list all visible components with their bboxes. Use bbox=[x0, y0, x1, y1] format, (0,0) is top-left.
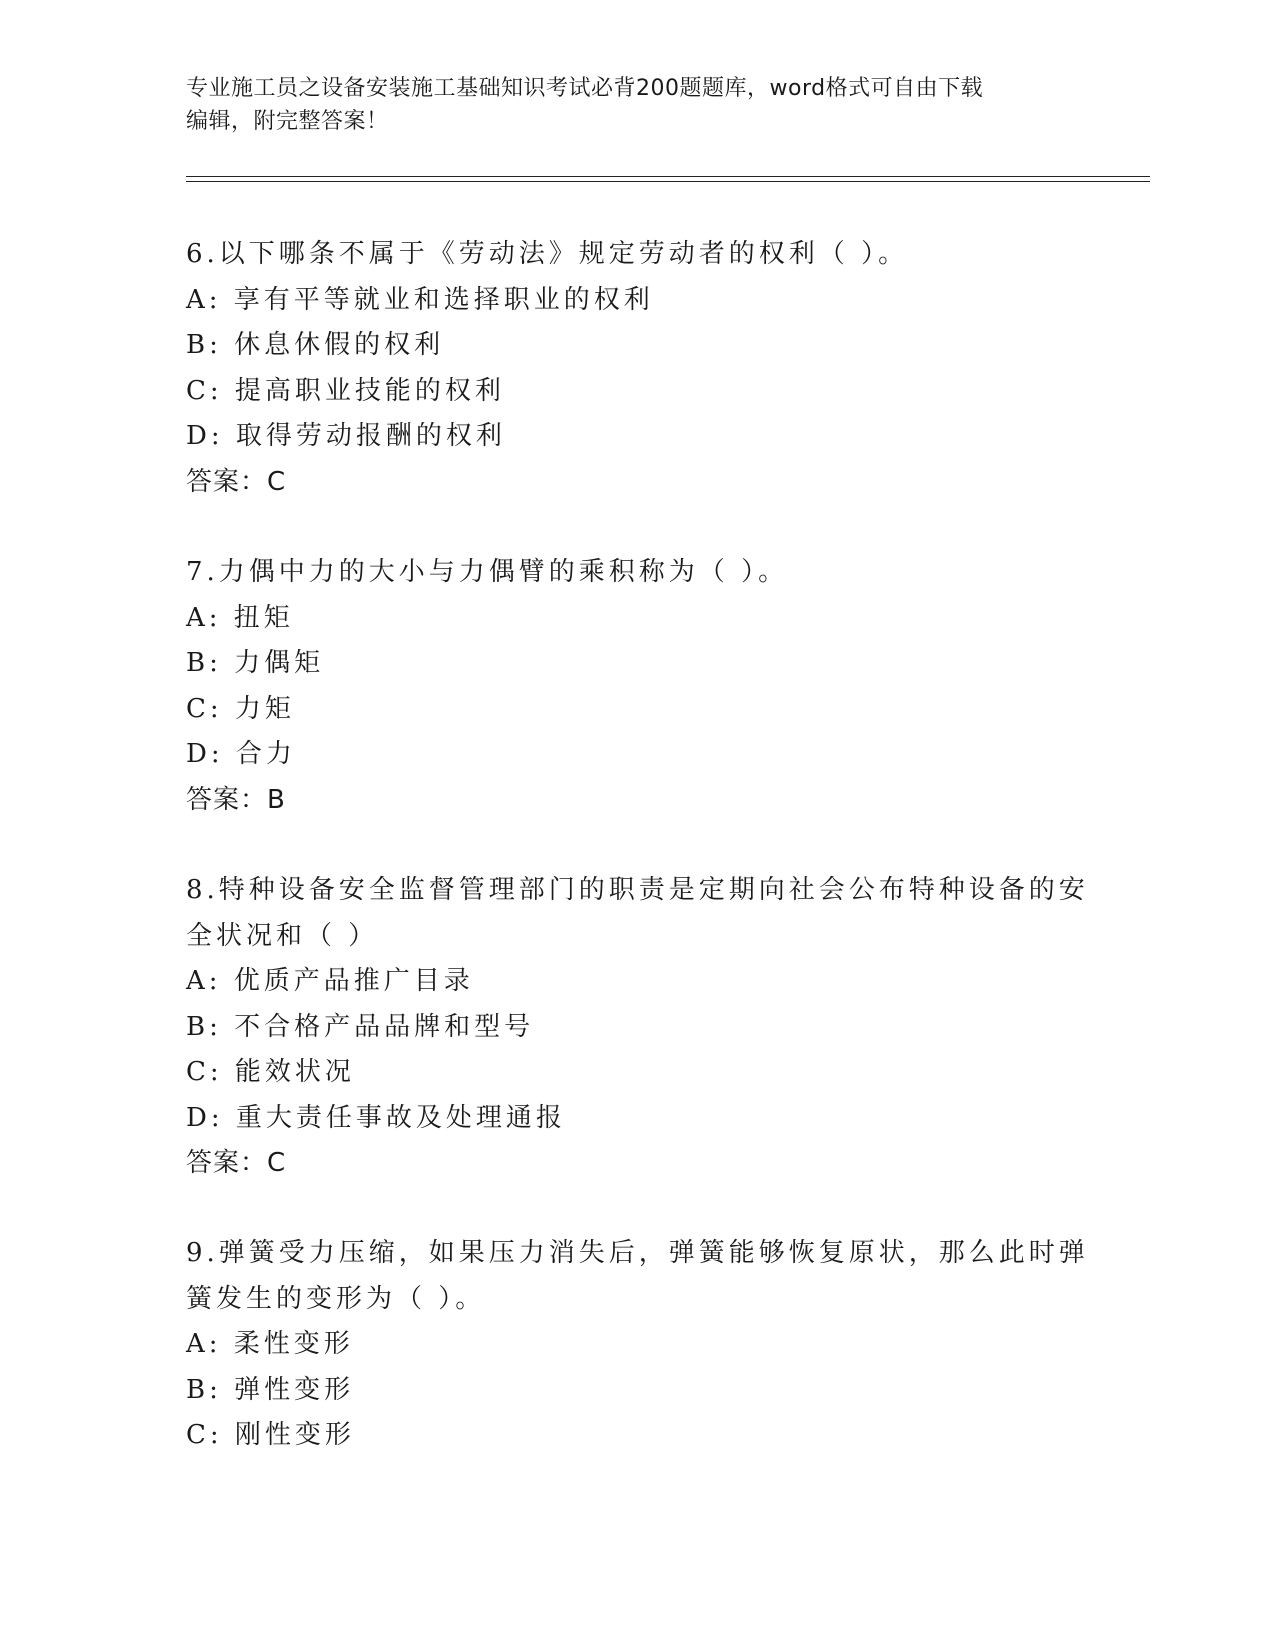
option-d: D: 重大责任事故及处理通报 bbox=[186, 1102, 566, 1133]
answer-label: 答案：C bbox=[186, 466, 287, 497]
option-c: C: 力矩 bbox=[186, 693, 295, 724]
answer-label: 答案：B bbox=[186, 784, 286, 815]
option-a: A: 享有平等就业和选择职业的权利 bbox=[186, 284, 654, 315]
question-9 bbox=[186, 1231, 1089, 1459]
option-d: D: 取得劳动报酬的权利 bbox=[186, 421, 506, 451]
option-b: B: 不合格产品品牌和型号 bbox=[186, 1011, 535, 1042]
header-title-line-2: 编辑，附完整答案！ bbox=[186, 109, 389, 134]
option-b: B: 弹性变形 bbox=[186, 1374, 355, 1405]
question-stem: 7.力偶中力的大小与力偶臂的乘积称为（ ）。 bbox=[186, 557, 789, 587]
document-header bbox=[186, 72, 1066, 138]
question-stem-line-2: 全状况和（ ） bbox=[186, 920, 379, 951]
question-6 bbox=[186, 232, 1066, 505]
option-b: B: 力偶矩 bbox=[186, 648, 325, 678]
option-c: C: 能效状况 bbox=[186, 1057, 355, 1087]
option-d: D: 合力 bbox=[186, 739, 296, 769]
option-c: C: 刚性变形 bbox=[186, 1420, 355, 1450]
answer-label: 答案：C bbox=[186, 1148, 287, 1178]
header-divider bbox=[186, 176, 1150, 182]
option-c: C: 提高职业技能的权利 bbox=[186, 375, 505, 406]
option-a: A: 柔性变形 bbox=[186, 1329, 354, 1359]
question-7 bbox=[186, 550, 1066, 823]
question-8 bbox=[186, 868, 1089, 1187]
question-stem-line-2: 簧发生的变形为（ ）。 bbox=[186, 1283, 486, 1314]
question-stem-line-1: 8.特种设备安全监督管理部门的职责是定期向社会公布特种设备的安 bbox=[186, 875, 1089, 905]
header-title-line-1: 专业施工员之设备安装施工基础知识考试必背200题题库，word格式可自由下载 bbox=[186, 76, 984, 101]
question-stem-line-1: 9.弹簧受力压缩，如果压力消失后，弹簧能够恢复原状，那么此时弹 bbox=[186, 1238, 1089, 1268]
option-b: B: 休息休假的权利 bbox=[186, 330, 445, 360]
question-stem: 6.以下哪条不属于《劳动法》规定劳动者的权利（ ）。 bbox=[186, 239, 909, 269]
option-a: A: 优质产品推广目录 bbox=[186, 966, 474, 996]
option-a: A: 扭矩 bbox=[186, 602, 294, 633]
